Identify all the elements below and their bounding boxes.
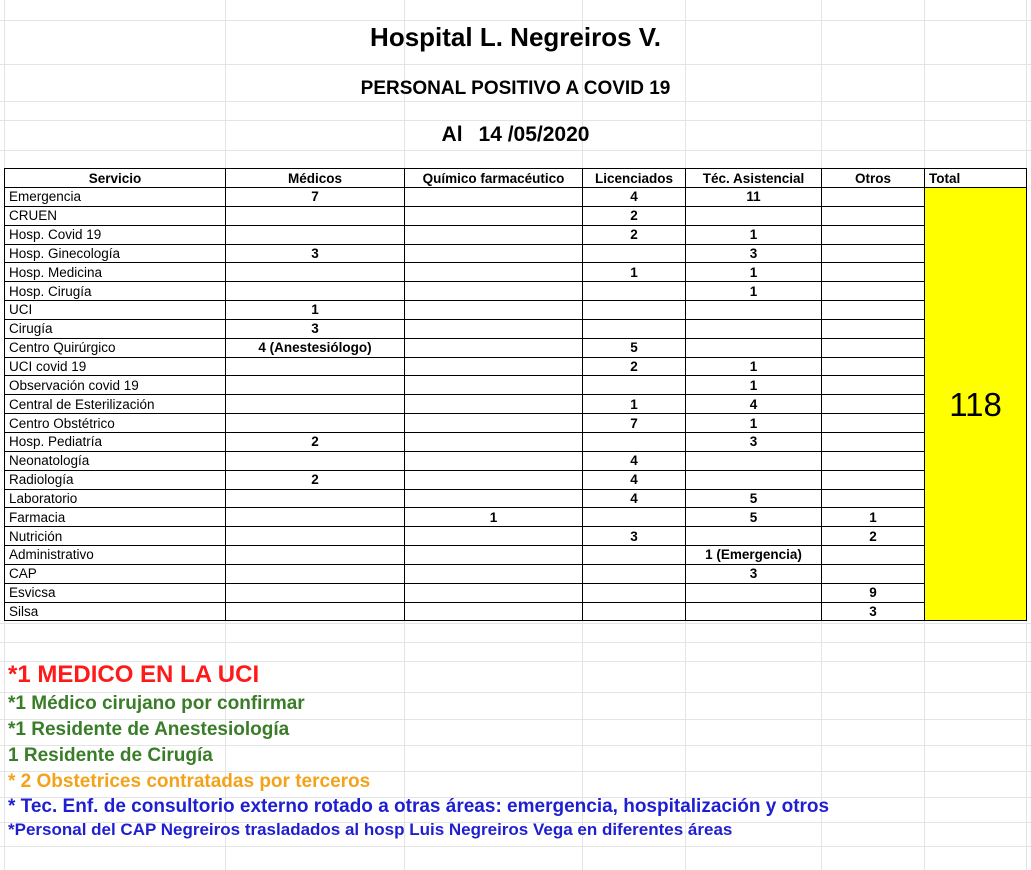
cell-medicos: 3 — [226, 244, 405, 263]
cell-tec-asistencial: 1 — [686, 225, 822, 244]
cell-otros: 2 — [822, 527, 925, 546]
cell-tec-asistencial: 1 — [686, 414, 822, 433]
cell-servicio: Emergencia — [5, 188, 226, 207]
cell-servicio: UCI — [5, 301, 226, 320]
date-value: 14 /05/2020 — [478, 123, 590, 146]
cell-servicio: Cirugía — [5, 319, 226, 338]
cell-servicio: Radiología — [5, 470, 226, 489]
cell-servicio: Centro Quirúrgico — [5, 338, 226, 357]
table-row — [5, 470, 1027, 489]
cell-quimico — [405, 583, 583, 602]
table-row — [5, 282, 1027, 301]
table-row — [5, 263, 1027, 282]
cell-licenciados — [583, 546, 686, 565]
cell-licenciados — [583, 244, 686, 263]
cell-tec-asistencial — [686, 338, 822, 357]
cell-quimico — [405, 206, 583, 225]
col-header-medicos: Médicos — [226, 169, 405, 188]
table-row — [5, 244, 1027, 263]
note-residente-cirugia: 1 Residente de Cirugía — [8, 745, 213, 766]
table-row — [5, 376, 1027, 395]
cell-quimico — [405, 546, 583, 565]
cell-servicio: Silsa — [5, 602, 226, 621]
cell-licenciados: 4 — [583, 489, 686, 508]
col-header-total: Total — [925, 169, 1027, 188]
cell-servicio: Laboratorio — [5, 489, 226, 508]
cell-tec-asistencial — [686, 301, 822, 320]
cell-quimico — [405, 263, 583, 282]
note-tec-enf: * Tec. Enf. de consultorio externo rotado a otras áreas: emergencia, hospitalización y otros — [8, 796, 830, 817]
cell-otros: 3 — [822, 602, 925, 621]
cell-servicio: Hosp. Pediatría — [5, 432, 226, 451]
cell-servicio: Hosp. Medicina — [5, 263, 226, 282]
note-obstetrices: * 2 Obstetrices contratadas por terceros — [8, 771, 371, 792]
notes-section — [8, 660, 829, 841]
cell-medicos — [226, 206, 405, 225]
cell-licenciados — [583, 583, 686, 602]
cell-licenciados: 2 — [583, 225, 686, 244]
cell-medicos — [226, 583, 405, 602]
cell-otros: 9 — [822, 583, 925, 602]
cell-medicos — [226, 395, 405, 414]
total-value: 118 — [925, 188, 1027, 621]
table-row — [5, 395, 1027, 414]
table-row — [5, 508, 1027, 527]
cell-servicio: Observación covid 19 — [5, 376, 226, 395]
cell-tec-asistencial — [686, 583, 822, 602]
cell-tec-asistencial — [686, 319, 822, 338]
cell-medicos: 4 (Anestesiólogo) — [226, 338, 405, 357]
cell-licenciados — [583, 602, 686, 621]
cell-quimico — [405, 564, 583, 583]
cell-tec-asistencial: 11 — [686, 188, 822, 207]
cell-tec-asistencial — [686, 602, 822, 621]
cell-medicos — [226, 263, 405, 282]
cell-quimico — [405, 244, 583, 263]
cell-tec-asistencial: 1 — [686, 263, 822, 282]
cell-medicos — [226, 225, 405, 244]
table-row — [5, 546, 1027, 565]
table-body — [5, 188, 1027, 621]
cell-quimico — [405, 451, 583, 470]
cell-servicio: Nutrición — [5, 527, 226, 546]
cell-otros — [822, 564, 925, 583]
cell-quimico — [405, 470, 583, 489]
cell-medicos — [226, 564, 405, 583]
date-prefix: Al — [441, 123, 463, 146]
col-header-servicio: Servicio — [5, 169, 226, 188]
cell-otros — [822, 414, 925, 433]
cell-licenciados — [583, 564, 686, 583]
cell-servicio: Esvicsa — [5, 583, 226, 602]
cell-quimico — [405, 527, 583, 546]
cell-licenciados: 1 — [583, 263, 686, 282]
cell-otros — [822, 188, 925, 207]
cell-otros — [822, 546, 925, 565]
cell-otros — [822, 470, 925, 489]
table-row — [5, 451, 1027, 470]
cell-medicos — [226, 357, 405, 376]
hospital-title: Hospital L. Negreiros V. — [370, 22, 661, 52]
cell-licenciados: 7 — [583, 414, 686, 433]
cell-quimico — [405, 319, 583, 338]
cell-licenciados: 4 — [583, 188, 686, 207]
cell-otros — [822, 451, 925, 470]
cell-otros — [822, 489, 925, 508]
table-row — [5, 583, 1027, 602]
report-subtitle: PERSONAL POSITIVO A COVID 19 — [360, 78, 671, 99]
cell-licenciados: 4 — [583, 470, 686, 489]
cell-medicos — [226, 414, 405, 433]
cell-otros — [822, 244, 925, 263]
cell-quimico — [405, 338, 583, 357]
cell-licenciados: 4 — [583, 451, 686, 470]
cell-licenciados: 2 — [583, 357, 686, 376]
cell-servicio: Central de Esterilización — [5, 395, 226, 414]
cell-quimico — [405, 376, 583, 395]
cell-servicio: Hosp. Ginecología — [5, 244, 226, 263]
cell-otros — [822, 395, 925, 414]
cell-licenciados: 5 — [583, 338, 686, 357]
cell-servicio: Centro Obstétrico — [5, 414, 226, 433]
cell-servicio: UCI covid 19 — [5, 357, 226, 376]
cell-otros — [822, 432, 925, 451]
table-row — [5, 357, 1027, 376]
cell-tec-asistencial: 4 — [686, 395, 822, 414]
cell-quimico: 1 — [405, 508, 583, 527]
cell-medicos — [226, 489, 405, 508]
cell-otros — [822, 225, 925, 244]
table-row — [5, 432, 1027, 451]
cell-quimico — [405, 395, 583, 414]
table-row — [5, 225, 1027, 244]
cell-tec-asistencial: 5 — [686, 508, 822, 527]
cell-medicos — [226, 602, 405, 621]
covid-positive-table — [4, 168, 1027, 621]
cell-otros — [822, 282, 925, 301]
cell-quimico — [405, 414, 583, 433]
table-row — [5, 188, 1027, 207]
cell-tec-asistencial: 5 — [686, 489, 822, 508]
col-header-otros: Otros — [822, 169, 925, 188]
cell-quimico — [405, 282, 583, 301]
cell-servicio: CRUEN — [5, 206, 226, 225]
cell-quimico — [405, 489, 583, 508]
cell-licenciados — [583, 282, 686, 301]
cell-licenciados — [583, 319, 686, 338]
cell-medicos: 2 — [226, 470, 405, 489]
table-row — [5, 489, 1027, 508]
table-row — [5, 414, 1027, 433]
cell-tec-asistencial: 1 — [686, 376, 822, 395]
cell-otros — [822, 206, 925, 225]
cell-licenciados: 2 — [583, 206, 686, 225]
cell-quimico — [405, 225, 583, 244]
cell-otros — [822, 376, 925, 395]
note-residente-anestesiologia: *1 Residente de Anestesiología — [8, 719, 290, 740]
table-header-row — [5, 169, 1027, 188]
cell-tec-asistencial: 3 — [686, 244, 822, 263]
table-row — [5, 564, 1027, 583]
note-medico-cirujano: *1 Médico cirujano por confirmar — [8, 693, 305, 714]
cell-quimico — [405, 188, 583, 207]
cell-otros: 1 — [822, 508, 925, 527]
report-date — [0, 123, 1031, 147]
table-row — [5, 602, 1027, 621]
cell-quimico — [405, 357, 583, 376]
cell-medicos: 3 — [226, 319, 405, 338]
cell-tec-asistencial — [686, 527, 822, 546]
cell-tec-asistencial: 3 — [686, 564, 822, 583]
cell-servicio: CAP — [5, 564, 226, 583]
cell-servicio: Administrativo — [5, 546, 226, 565]
cell-tec-asistencial: 3 — [686, 432, 822, 451]
cell-licenciados: 3 — [583, 527, 686, 546]
cell-servicio: Neonatología — [5, 451, 226, 470]
cell-licenciados — [583, 376, 686, 395]
cell-otros — [822, 338, 925, 357]
note-medico-uci: *1 MEDICO EN LA UCI — [8, 661, 260, 688]
col-header-tec-asistencial: Téc. Asistencial — [686, 169, 822, 188]
cell-otros — [822, 263, 925, 282]
cell-medicos: 2 — [226, 432, 405, 451]
cell-licenciados — [583, 508, 686, 527]
cell-tec-asistencial — [686, 451, 822, 470]
cell-quimico — [405, 602, 583, 621]
cell-medicos: 7 — [226, 188, 405, 207]
col-header-licenciados: Licenciados — [583, 169, 686, 188]
table-row — [5, 206, 1027, 225]
cell-medicos — [226, 451, 405, 470]
cell-medicos — [226, 282, 405, 301]
cell-tec-asistencial: 1 — [686, 357, 822, 376]
table-row — [5, 338, 1027, 357]
cell-medicos: 1 — [226, 301, 405, 320]
cell-tec-asistencial — [686, 206, 822, 225]
cell-otros — [822, 319, 925, 338]
cell-servicio: Farmacia — [5, 508, 226, 527]
cell-licenciados: 1 — [583, 395, 686, 414]
cell-medicos — [226, 376, 405, 395]
cell-licenciados — [583, 301, 686, 320]
cell-otros — [822, 357, 925, 376]
cell-quimico — [405, 432, 583, 451]
cell-medicos — [226, 546, 405, 565]
col-header-quimico: Químico farmacéutico — [405, 169, 583, 188]
cell-tec-asistencial: 1 (Emergencia) — [686, 546, 822, 565]
table-row — [5, 319, 1027, 338]
cell-quimico — [405, 301, 583, 320]
cell-medicos — [226, 527, 405, 546]
note-personal-cap: *Personal del CAP Negreiros trasladados al hosp Luis Negreiros Vega en diferentes áreas — [8, 820, 733, 839]
cell-medicos — [226, 508, 405, 527]
table-row — [5, 527, 1027, 546]
cell-servicio: Hosp. Covid 19 — [5, 225, 226, 244]
cell-tec-asistencial: 1 — [686, 282, 822, 301]
cell-otros — [822, 301, 925, 320]
cell-licenciados — [583, 432, 686, 451]
table-row — [5, 301, 1027, 320]
cell-tec-asistencial — [686, 470, 822, 489]
cell-servicio: Hosp. Cirugía — [5, 282, 226, 301]
